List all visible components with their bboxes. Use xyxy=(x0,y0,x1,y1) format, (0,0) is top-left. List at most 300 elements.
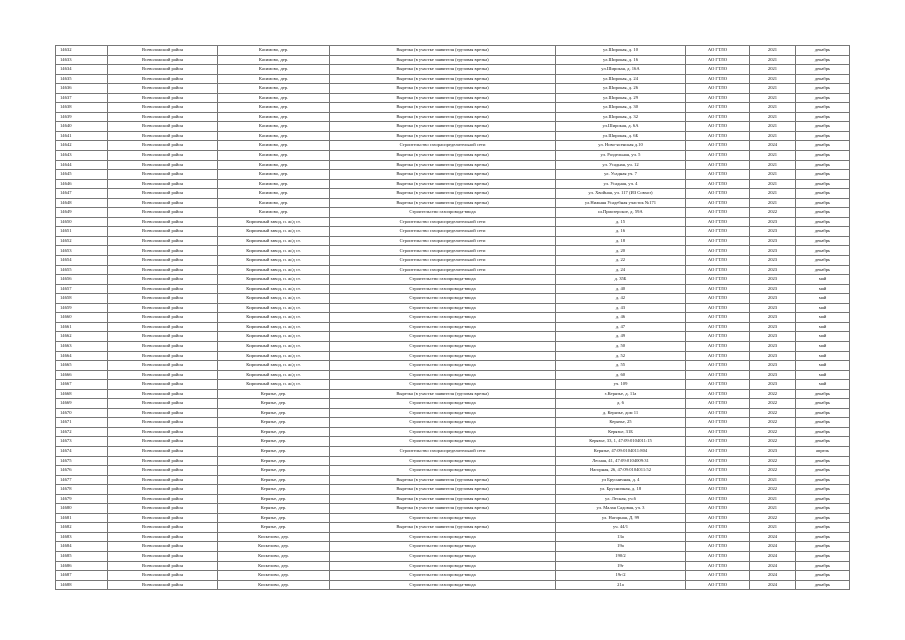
cell-locality: Кискелово, дер. xyxy=(218,551,330,561)
cell-id: 14647 xyxy=(56,189,108,199)
cell-work-type: Строительство газопровода-ввода xyxy=(330,380,556,390)
cell-year: 2024 xyxy=(750,532,796,542)
cell-work-type: Строительство газопровода-ввода xyxy=(330,322,556,332)
cell-month: декабрь xyxy=(796,170,850,180)
table-row xyxy=(56,208,850,218)
cell-locality: Керязье, дер. xyxy=(218,523,330,533)
cell-id: 14654 xyxy=(56,256,108,266)
cell-month: май xyxy=(796,341,850,351)
table-row xyxy=(56,275,850,285)
cell-work-type: Вырезка (в участке заявителя (грузовая врезка) xyxy=(330,65,556,75)
cell-id: 14681 xyxy=(56,513,108,523)
cell-address: ул.Широкая, д. 10 xyxy=(556,46,686,56)
cell-locality: Керязье, дер. xyxy=(218,399,330,409)
cell-work-type: Строительство газопровода-ввода xyxy=(330,341,556,351)
cell-work-type: Вырезка (в участке заявителя (грузовая врезка) xyxy=(330,494,556,504)
cell-organization: АО ГТЛО xyxy=(686,399,750,409)
cell-address: 190/2 xyxy=(556,551,686,561)
cell-organization: АО ГТЛО xyxy=(686,46,750,56)
cell-month: май xyxy=(796,313,850,323)
cell-work-type: Строительство газопровода-ввода xyxy=(330,466,556,476)
cell-address: Керязье, 31Б xyxy=(556,427,686,437)
cell-id: 14658 xyxy=(56,294,108,304)
cell-organization: АО ГТЛО xyxy=(686,437,750,447)
cell-work-type: Строительство газораспределительной сети xyxy=(330,256,556,266)
cell-address: ул.Нижняя Усадебная участок №171 xyxy=(556,198,686,208)
cell-district: Всеволожский район xyxy=(108,303,218,313)
cell-work-type: Строительство газопровода-ввода xyxy=(330,513,556,523)
cell-year: 2021 xyxy=(750,504,796,514)
cell-organization: АО ГТЛО xyxy=(686,427,750,437)
cell-address: ул.Широкая, д. 24 xyxy=(556,74,686,84)
cell-month: декабрь xyxy=(796,494,850,504)
cell-organization: АО ГТЛО xyxy=(686,542,750,552)
cell-district: Всеволожский район xyxy=(108,437,218,447)
cell-address: д. 42 xyxy=(556,294,686,304)
cell-organization: АО ГТЛО xyxy=(686,151,750,161)
table-row xyxy=(56,418,850,428)
cell-work-type: Строительство газопровода-ввода xyxy=(330,532,556,542)
cell-work-type: Строительство газораспределительной сети xyxy=(330,246,556,256)
cell-work-type: Вырезка (в участке заявителя (грузовая врезка) xyxy=(330,74,556,84)
cell-address: ул.Широкая, д. 29 xyxy=(556,93,686,103)
cell-work-type: Вырезка (в участке заявителя (грузовая врезка) xyxy=(330,504,556,514)
cell-district: Всеволожский район xyxy=(108,227,218,237)
cell-district: Всеволожский район xyxy=(108,74,218,84)
cell-district: Всеволожский район xyxy=(108,523,218,533)
table-row xyxy=(56,256,850,266)
spreadsheet-page xyxy=(55,45,849,590)
cell-district: Всеволожский район xyxy=(108,399,218,409)
cell-address: 19а xyxy=(556,542,686,552)
cell-id: 14664 xyxy=(56,351,108,361)
cell-organization: АО ГТЛО xyxy=(686,513,750,523)
table-row xyxy=(56,74,850,84)
table-row xyxy=(56,427,850,437)
cell-work-type: Вырезка (в участке заявителя (грузовая врезка) xyxy=(330,475,556,485)
table-row xyxy=(56,361,850,371)
cell-month: май xyxy=(796,284,850,294)
cell-district: Всеволожский район xyxy=(108,65,218,75)
cell-district: Всеволожский район xyxy=(108,151,218,161)
cell-district: Всеволожский район xyxy=(108,160,218,170)
cell-month: декабрь xyxy=(796,456,850,466)
cell-year: 2021 xyxy=(750,65,796,75)
cell-work-type: Строительство газораспределительной сети xyxy=(330,265,556,275)
cell-work-type: Строительство газопровода-ввода xyxy=(330,399,556,409)
cell-address: д. 43 xyxy=(556,303,686,313)
cell-address: ул.Широкая, д. 6А xyxy=(556,122,686,132)
cell-year: 2023 xyxy=(750,332,796,342)
cell-locality: Кирпичный завод, п. ж/д ст. xyxy=(218,284,330,294)
table-row xyxy=(56,284,850,294)
cell-work-type: Вырезка (в участке заявителя (грузовая врезка) xyxy=(330,46,556,56)
cell-year: 2022 xyxy=(750,389,796,399)
cell-id: 14641 xyxy=(56,131,108,141)
cell-district: Всеволожский район xyxy=(108,265,218,275)
cell-work-type: Вырезка (в участке заявителя (грузовая врезка) xyxy=(330,189,556,199)
cell-locality: Кирпичный завод, п. ж/д ст. xyxy=(218,256,330,266)
cell-locality: Керязье, дер. xyxy=(218,485,330,495)
cell-id: 14671 xyxy=(56,418,108,428)
cell-month: декабрь xyxy=(796,513,850,523)
cell-locality: Керязье, дер. xyxy=(218,456,330,466)
cell-organization: АО ГТЛО xyxy=(686,179,750,189)
cell-locality: Касимово, дер. xyxy=(218,112,330,122)
cell-district: Всеволожский район xyxy=(108,84,218,94)
cell-district: Всеволожский район xyxy=(108,46,218,56)
table-row xyxy=(56,265,850,275)
cell-locality: Керязье, дер. xyxy=(218,446,330,456)
cell-address: д. 6 xyxy=(556,399,686,409)
cell-month: декабрь xyxy=(796,179,850,189)
cell-district: Всеволожский район xyxy=(108,475,218,485)
table-row xyxy=(56,446,850,456)
cell-organization: АО ГТЛО xyxy=(686,408,750,418)
cell-district: Всеволожский район xyxy=(108,456,218,466)
cell-organization: АО ГТЛО xyxy=(686,84,750,94)
table-row xyxy=(56,112,850,122)
cell-organization: АО ГТЛО xyxy=(686,294,750,304)
table-row xyxy=(56,466,850,476)
table-row xyxy=(56,198,850,208)
cell-id: 14663 xyxy=(56,341,108,351)
cell-locality: Кирпичный завод, п. ж/д ст. xyxy=(218,217,330,227)
cell-district: Всеволожский район xyxy=(108,408,218,418)
table-row xyxy=(56,313,850,323)
cell-month: декабрь xyxy=(796,208,850,218)
cell-address: д. 22 xyxy=(556,256,686,266)
cell-organization: АО ГТЛО xyxy=(686,55,750,65)
cell-address: д. 18 xyxy=(556,236,686,246)
cell-year: 2023 xyxy=(750,322,796,332)
cell-locality: Кискелово, дер. xyxy=(218,561,330,571)
cell-district: Всеволожский район xyxy=(108,294,218,304)
cell-organization: АО ГТЛО xyxy=(686,122,750,132)
cell-address: ул. Малая Садовая, уч. 3 xyxy=(556,504,686,514)
cell-id: 14637 xyxy=(56,93,108,103)
cell-address: уч. 109 xyxy=(556,380,686,390)
table-row xyxy=(56,485,850,495)
cell-district: Всеволожский район xyxy=(108,361,218,371)
table-row xyxy=(56,380,850,390)
cell-work-type: Вырезка (в участке заявителя (грузовая врезка) xyxy=(330,170,556,180)
cell-organization: АО ГТЛО xyxy=(686,313,750,323)
cell-year: 2023 xyxy=(750,294,796,304)
table-row xyxy=(56,437,850,447)
cell-organization: АО ГТЛО xyxy=(686,370,750,380)
cell-id: 14656 xyxy=(56,275,108,285)
cell-year: 2021 xyxy=(750,55,796,65)
table-row xyxy=(56,303,850,313)
cell-organization: АО ГТЛО xyxy=(686,466,750,476)
cell-month: декабрь xyxy=(796,122,850,132)
cell-organization: АО ГТЛО xyxy=(686,265,750,275)
cell-year: 2021 xyxy=(750,103,796,113)
cell-year: 2022 xyxy=(750,418,796,428)
cell-work-type: Вырезка (в участке заявителя (грузовая врезка) xyxy=(330,93,556,103)
cell-locality: Касимово, дер. xyxy=(218,160,330,170)
cell-id: 14670 xyxy=(56,408,108,418)
cell-year: 2021 xyxy=(750,475,796,485)
cell-address: ул. Ново-ясенская д.10 xyxy=(556,141,686,151)
cell-work-type: Вырезка (в участке заявителя (грузовая врезка) xyxy=(330,55,556,65)
cell-address: Нагорная, 26, 47:09:0104011:52 xyxy=(556,466,686,476)
cell-month: декабрь xyxy=(796,141,850,151)
table-row xyxy=(56,322,850,332)
table-row xyxy=(56,399,850,409)
cell-month: декабрь xyxy=(796,246,850,256)
table-row xyxy=(56,551,850,561)
cell-locality: Кискелово, дер. xyxy=(218,532,330,542)
cell-district: Всеволожский район xyxy=(108,236,218,246)
cell-locality: Кискелово, дер. xyxy=(218,571,330,581)
cell-locality: Касимово, дер. xyxy=(218,55,330,65)
table-row xyxy=(56,494,850,504)
cell-work-type: Строительство газораспределительной сети xyxy=(330,236,556,246)
cell-id: 14666 xyxy=(56,370,108,380)
cell-organization: АО ГТЛО xyxy=(686,275,750,285)
cell-month: декабрь xyxy=(796,160,850,170)
cell-locality: Кискелово, дер. xyxy=(218,580,330,590)
cell-organization: АО ГТЛО xyxy=(686,256,750,266)
cell-year: 2024 xyxy=(750,551,796,561)
cell-work-type: Строительство газопровода-ввода xyxy=(330,542,556,552)
table-body xyxy=(56,46,850,590)
cell-id: 14688 xyxy=(56,580,108,590)
cell-month: декабрь xyxy=(796,408,850,418)
cell-work-type: Строительство газопровода-ввода xyxy=(330,370,556,380)
cell-locality: Кискелово, дер. xyxy=(218,542,330,552)
cell-locality: Касимово, дер. xyxy=(218,93,330,103)
cell-locality: Керязье, дер. xyxy=(218,504,330,514)
table-row xyxy=(56,370,850,380)
cell-id: 14684 xyxy=(56,542,108,552)
table-row xyxy=(56,170,850,180)
table-row xyxy=(56,504,850,514)
cell-locality: Кирпичный завод, п. ж/д ст. xyxy=(218,246,330,256)
cell-work-type: Строительство газопровода-ввода xyxy=(330,284,556,294)
cell-id: 14648 xyxy=(56,198,108,208)
cell-organization: АО ГТЛО xyxy=(686,236,750,246)
cell-month: май xyxy=(796,275,850,285)
cell-district: Всеволожский район xyxy=(108,370,218,380)
cell-month: декабрь xyxy=(796,551,850,561)
cell-address: д. 35Б xyxy=(556,275,686,285)
cell-address: д. 55 xyxy=(556,361,686,371)
cell-work-type: Вырезка (в участке заявителя (грузовая врезка) xyxy=(330,112,556,122)
cell-month: декабрь xyxy=(796,475,850,485)
cell-month: декабрь xyxy=(796,427,850,437)
cell-address: Керязье, 25 xyxy=(556,418,686,428)
cell-organization: АО ГТЛО xyxy=(686,361,750,371)
cell-id: 14672 xyxy=(56,427,108,437)
cell-id: 14651 xyxy=(56,227,108,237)
cell-organization: АО ГТЛО xyxy=(686,93,750,103)
cell-id: 14682 xyxy=(56,523,108,533)
cell-address: 13а xyxy=(556,532,686,542)
cell-work-type: Строительство газопровода-ввода xyxy=(330,294,556,304)
cell-organization: АО ГТЛО xyxy=(686,485,750,495)
cell-locality: Кирпичный завод, п. ж/д ст. xyxy=(218,313,330,323)
cell-month: декабрь xyxy=(796,542,850,552)
cell-month: декабрь xyxy=(796,189,850,199)
cell-id: 14653 xyxy=(56,246,108,256)
cell-address: ул. Раздельная, уч. 5 xyxy=(556,151,686,161)
cell-address: ул.Широкая, д. 32 xyxy=(556,112,686,122)
cell-locality: Керязье, дер. xyxy=(218,494,330,504)
cell-year: 2021 xyxy=(750,122,796,132)
cell-district: Всеволожский район xyxy=(108,446,218,456)
cell-organization: АО ГТЛО xyxy=(686,389,750,399)
cell-month: декабрь xyxy=(796,103,850,113)
cell-organization: АО ГТЛО xyxy=(686,303,750,313)
table-row xyxy=(56,513,850,523)
cell-month: декабрь xyxy=(796,399,850,409)
cell-month: декабрь xyxy=(796,504,850,514)
table-row xyxy=(56,84,850,94)
cell-address: д. 52 xyxy=(556,351,686,361)
cell-district: Всеволожский район xyxy=(108,551,218,561)
cell-id: 14633 xyxy=(56,55,108,65)
cell-work-type: Строительство газопровода-ввода xyxy=(330,561,556,571)
cell-year: 2024 xyxy=(750,141,796,151)
cell-district: Всеволожский район xyxy=(108,322,218,332)
cell-month: декабрь xyxy=(796,93,850,103)
cell-id: 14645 xyxy=(56,170,108,180)
cell-year: 2021 xyxy=(750,151,796,161)
cell-year: 2024 xyxy=(750,571,796,581)
cell-month: май xyxy=(796,322,850,332)
cell-district: Всеволожский район xyxy=(108,466,218,476)
cell-id: 14644 xyxy=(56,160,108,170)
cell-month: май xyxy=(796,294,850,304)
cell-address: д. 20 xyxy=(556,246,686,256)
cell-address: д. Керязье, дом 11 xyxy=(556,408,686,418)
cell-organization: АО ГТЛО xyxy=(686,284,750,294)
cell-year: 2021 xyxy=(750,112,796,122)
cell-year: 2023 xyxy=(750,380,796,390)
cell-year: 2022 xyxy=(750,513,796,523)
cell-district: Всеволожский район xyxy=(108,341,218,351)
cell-work-type: Вырезка (в участке заявителя (грузовая врезка) xyxy=(330,198,556,208)
table-row xyxy=(56,227,850,237)
cell-address: д. 49 xyxy=(556,332,686,342)
cell-address: ул.Широкая, д. 16 xyxy=(556,55,686,65)
cell-id: 14635 xyxy=(56,74,108,84)
cell-organization: АО ГТЛО xyxy=(686,446,750,456)
cell-district: Всеволожский район xyxy=(108,112,218,122)
cell-id: 14655 xyxy=(56,265,108,275)
cell-district: Всеволожский район xyxy=(108,141,218,151)
cell-organization: АО ГТЛО xyxy=(686,160,750,170)
cell-month: декабрь xyxy=(796,46,850,56)
cell-month: декабрь xyxy=(796,265,850,275)
cell-address: д. 47 xyxy=(556,322,686,332)
cell-work-type: Строительство газопровода-ввода xyxy=(330,361,556,371)
table-row xyxy=(56,523,850,533)
cell-work-type: Вырезка (в участке заявителя (грузовая врезка) xyxy=(330,103,556,113)
cell-district: Всеволожский район xyxy=(108,284,218,294)
cell-locality: Касимово, дер. xyxy=(218,151,330,161)
cell-address: ул. Хвойная, уч. 117 (ИЗ Совхоз) xyxy=(556,189,686,199)
cell-district: Всеволожский район xyxy=(108,380,218,390)
cell-locality: Кирпичный завод, п. ж/д ст. xyxy=(218,322,330,332)
cell-id: 14632 xyxy=(56,46,108,56)
cell-organization: АО ГТЛО xyxy=(686,523,750,533)
cell-address: 19г xyxy=(556,561,686,571)
cell-year: 2022 xyxy=(750,427,796,437)
cell-id: 14638 xyxy=(56,103,108,113)
cell-locality: Кирпичный завод, п. ж/д ст. xyxy=(218,236,330,246)
cell-district: Всеволожский район xyxy=(108,103,218,113)
cell-locality: Кирпичный завод, п. ж/д ст. xyxy=(218,380,330,390)
table-row xyxy=(56,46,850,56)
cell-year: 2021 xyxy=(750,494,796,504)
cell-locality: Касимово, дер. xyxy=(218,170,330,180)
cell-work-type: Строительство газопровода-ввода xyxy=(330,418,556,428)
cell-district: Всеволожский район xyxy=(108,246,218,256)
cell-month: декабрь xyxy=(796,437,850,447)
table-row xyxy=(56,141,850,151)
cell-locality: Керязье, дер. xyxy=(218,466,330,476)
cell-address: ул.Широкая, д. 16А xyxy=(556,65,686,75)
cell-month: декабрь xyxy=(796,217,850,227)
cell-year: 2023 xyxy=(750,341,796,351)
cell-address: ул. Брусничная, д. 18 xyxy=(556,485,686,495)
table-row xyxy=(56,122,850,132)
cell-address: ул. Усадная, уч. 4 xyxy=(556,179,686,189)
cell-district: Всеволожский район xyxy=(108,561,218,571)
table-row xyxy=(56,217,850,227)
cell-locality: Кирпичный завод, п. ж/д ст. xyxy=(218,351,330,361)
table-row xyxy=(56,542,850,552)
cell-address: д. 60 xyxy=(556,370,686,380)
cell-district: Всеволожский район xyxy=(108,189,218,199)
cell-locality: Кирпичный завод, п. ж/д ст. xyxy=(218,361,330,371)
cell-year: 2024 xyxy=(750,580,796,590)
cell-work-type: Строительство газопровода-ввода xyxy=(330,303,556,313)
cell-address: 19г/2 xyxy=(556,571,686,581)
cell-organization: АО ГТЛО xyxy=(686,208,750,218)
cell-address: д. 15 xyxy=(556,217,686,227)
cell-district: Всеволожский район xyxy=(108,485,218,495)
cell-id: 14678 xyxy=(56,485,108,495)
cell-year: 2023 xyxy=(750,265,796,275)
cell-district: Всеволожский район xyxy=(108,93,218,103)
cell-id: 14680 xyxy=(56,504,108,514)
cell-id: 14640 xyxy=(56,122,108,132)
cell-year: 2022 xyxy=(750,408,796,418)
cell-year: 2022 xyxy=(750,485,796,495)
cell-address: ул. Усадная, уч. 12 xyxy=(556,160,686,170)
cell-month: декабрь xyxy=(796,418,850,428)
table-row xyxy=(56,294,850,304)
cell-organization: АО ГТЛО xyxy=(686,551,750,561)
cell-work-type: Строительство газопровода-ввода xyxy=(330,580,556,590)
cell-id: 14687 xyxy=(56,571,108,581)
cell-work-type: Вырезка (в участке заявителя (грузовая врезка) xyxy=(330,485,556,495)
cell-work-type: Строительство газопровода-ввода xyxy=(330,208,556,218)
cell-address: Керязье, 33, 1, 47:09:0104011:15 xyxy=(556,437,686,447)
cell-month: май xyxy=(796,380,850,390)
cell-district: Всеволожский район xyxy=(108,122,218,132)
cell-month: декабрь xyxy=(796,571,850,581)
cell-locality: Кирпичный завод, п. ж/д ст. xyxy=(218,341,330,351)
table-row xyxy=(56,571,850,581)
cell-district: Всеволожский район xyxy=(108,198,218,208)
cell-locality: Касимово, дер. xyxy=(218,122,330,132)
